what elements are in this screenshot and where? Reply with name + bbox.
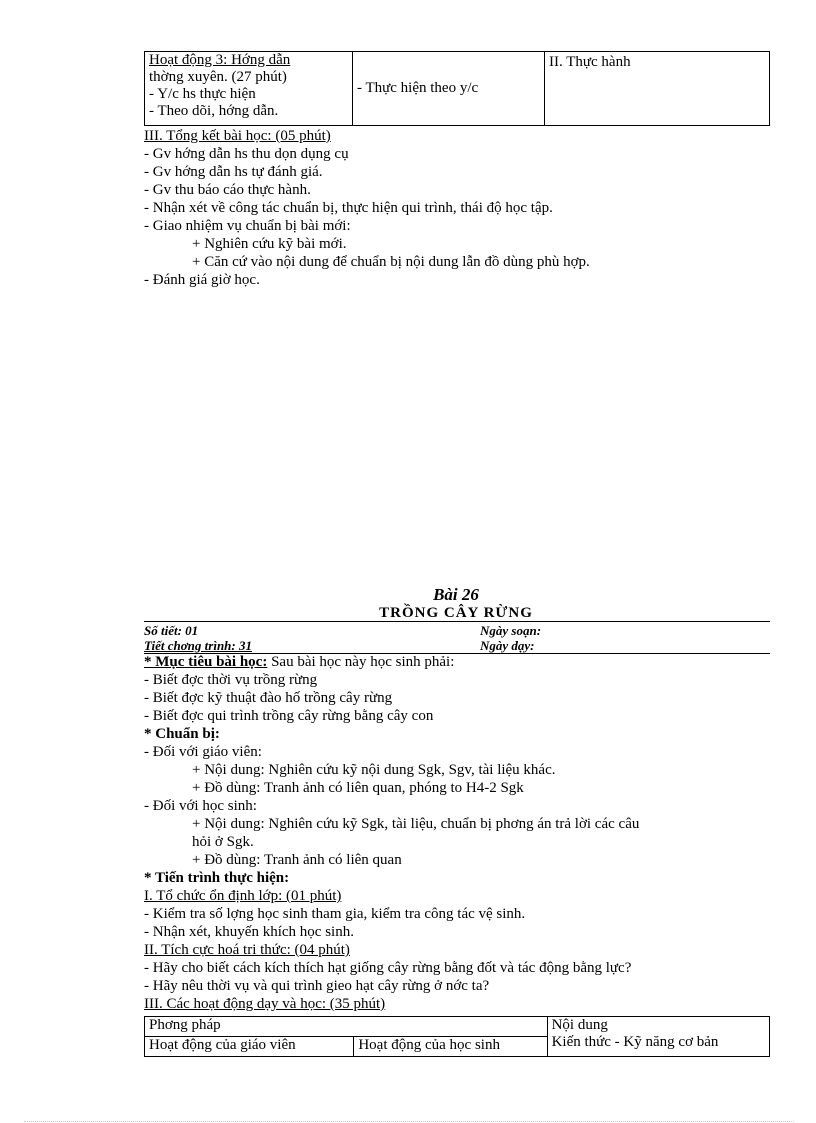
lesson-title: TRỒNG CÂY RỪNG: [379, 605, 533, 621]
teacher-activity-cell: [145, 52, 353, 126]
prep-teacher-item-2: + Đồ dùng: Tranh ảnh có liên quan, phóng to H4-2 Sgk: [192, 780, 524, 796]
section-1-line-1: - Kiểm tra số lợng học sinh tham gia, kiểm tra công tác vệ sinh.: [144, 906, 526, 922]
activity-table-top: [144, 51, 770, 126]
content-text: II. Thực hành: [549, 54, 631, 70]
summary-sub-line-2: + Căn cứ vào nội dung để chuẩn bị nội dung lẫn đồ dùng phù hợp.: [192, 254, 590, 270]
activity-line-4: - Theo dõi, hớng dẫn.: [149, 103, 279, 119]
header-rule-1: [144, 621, 770, 622]
objectives-heading: * Mục tiêu bài học:: [144, 654, 268, 670]
section-3-heading: III. Các hoạt động dạy và học: (35 phút): [144, 996, 386, 1012]
ngay-soan: Ngày soạn:: [480, 623, 542, 638]
summary-line-1: - Gv hớng dẫn hs thu dọn dụng cụ: [144, 146, 349, 162]
student-activity-cell: [353, 52, 545, 126]
activity-table-bottom: [144, 1016, 770, 1057]
section-2-line-1: - Hãy cho biết cách kích thích hạt giống cây rừng bằng đốt và tác động bằng lực?: [144, 960, 632, 976]
objectives-heading-line: [144, 654, 454, 671]
summary-line-5: - Giao nhiệm vụ chuẩn bị bài mới:: [144, 218, 351, 234]
activity-line-2: thờng xuyên. (27 phút): [149, 69, 287, 85]
summary-line-3: - Gv thu báo cáo thực hành.: [144, 182, 311, 198]
prep-heading: * Chuẩn bị:: [144, 726, 220, 742]
prep-student: - Đối với học sinh:: [144, 798, 257, 814]
summary-line-2: - Gv hớng dẫn hs tự đánh giá.: [144, 164, 323, 180]
prep-student-item-2: + Đồ dùng: Tranh ảnh có liên quan: [192, 852, 402, 868]
summary-heading: III. Tổng kết bài học: (05 phút): [144, 128, 331, 144]
page-bottom-rule: [24, 1121, 794, 1122]
method-header: Phơng pháp: [145, 1017, 548, 1037]
objective-line-2: - Biết đợc kỹ thuật đào hố trồng cây rừng: [144, 690, 393, 706]
objectives-intro: Sau bài học này học sinh phải:: [267, 654, 455, 670]
ngay-day: Ngày dạy:: [480, 638, 535, 653]
tiet-chuong-trinh: Tiết chơng trình: 31: [144, 638, 252, 653]
activity-line-3: - Y/c hs thực hiện: [149, 86, 256, 102]
teacher-activity-header: Hoạt động của giáo viên: [145, 1037, 354, 1057]
section-2-line-2: - Hãy nêu thời vụ và qui trình gieo hạt cây rừng ở nớc ta?: [144, 978, 490, 994]
content-header-cell: [547, 1017, 769, 1057]
so-tiet: Số tiết: 01: [144, 623, 199, 638]
knowledge-header: Kiến thức - Kỹ năng cơ bản: [551, 1034, 719, 1050]
prep-student-item-1b: hỏi ở Sgk.: [192, 834, 254, 850]
process-heading: * Tiến trình thực hiện:: [144, 870, 290, 886]
section-2-heading: II. Tích cực hoá tri thức: (04 phút): [144, 942, 350, 958]
objective-line-1: - Biết đợc thời vụ trồng rừng: [144, 672, 318, 688]
prep-student-item-1a: + Nội dung: Nghiên cứu kỹ Sgk, tài liệu, chuẩn bị phơng án trả lời các câu: [192, 816, 640, 832]
lesson-number: Bài 26: [433, 585, 479, 604]
summary-last-line: - Đánh giá giờ học.: [144, 272, 260, 288]
prep-teacher: - Đối với giáo viên:: [144, 744, 262, 760]
section-1-heading: I. Tổ chức ổn định lớp: (01 phút): [144, 888, 342, 904]
content-cell: [545, 52, 770, 126]
student-activity-text: - Thực hiện theo y/c: [357, 80, 479, 96]
summary-line-4: - Nhận xét về công tác chuẩn bị, thực hiện qui trình, thái độ học tập.: [144, 200, 553, 216]
prep-teacher-item-1: + Nội dung: Nghiên cứu kỹ nội dung Sgk, Sgv, tài liệu khác.: [192, 762, 556, 778]
section-1-line-2: - Nhận xét, khuyến khích học sinh.: [144, 924, 354, 940]
content-header: Nội dung: [551, 1017, 608, 1033]
objective-line-3: - Biết đợc qui trình trồng cây rừng bằng cây con: [144, 708, 434, 724]
student-activity-header: Hoạt động của học sinh: [354, 1037, 547, 1057]
activity-line-1: Hoạt động 3: Hớng dẫn: [149, 52, 291, 68]
summary-sub-line-1: + Nghiên cứu kỹ bài mới.: [192, 236, 347, 252]
